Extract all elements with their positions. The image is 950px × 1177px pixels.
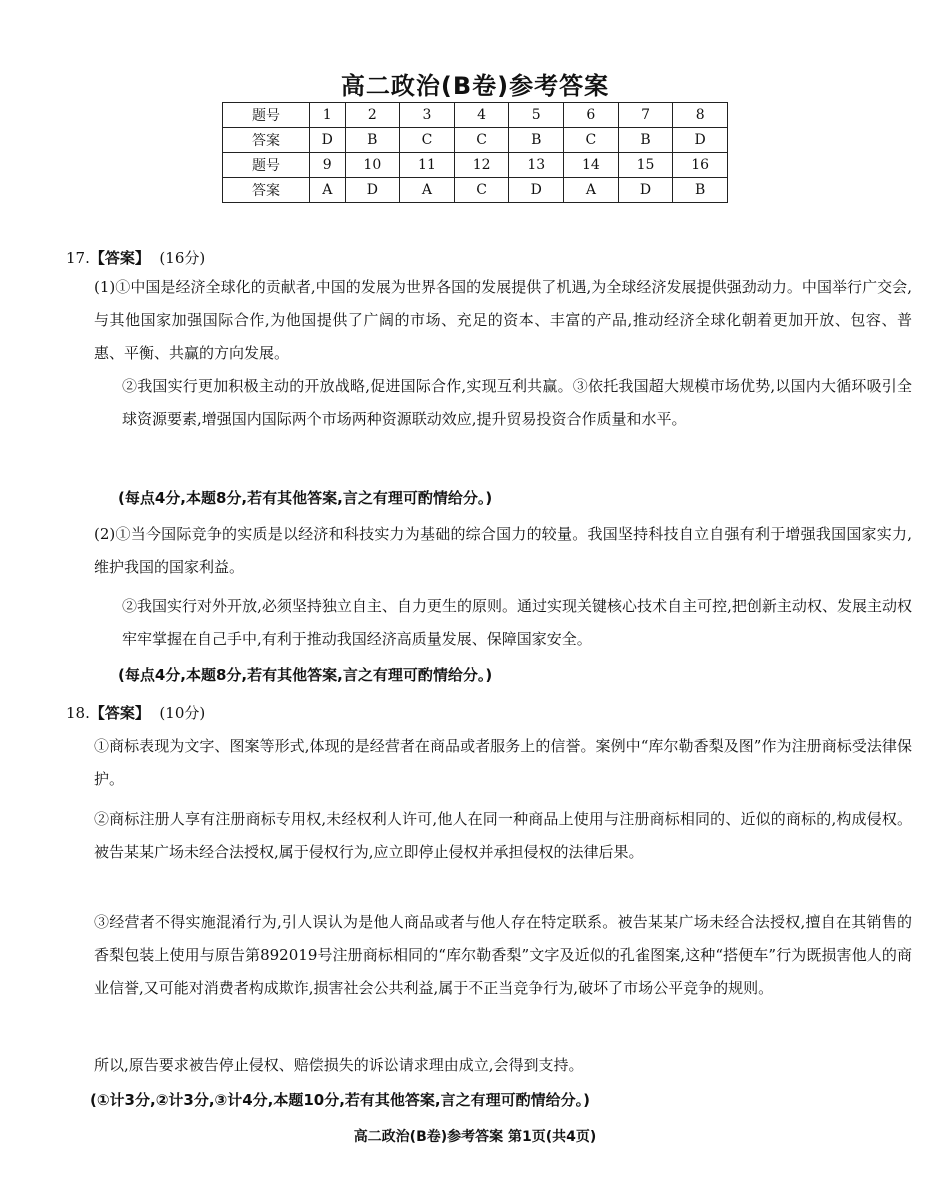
answer-table-cell: D [509,178,564,203]
q18-paragraph1: ①商标表现为文字、图案等形式,体现的是经营者在商品或者服务上的信誉。案例中“库尔勒香梨及图”作为注册商标受法律保护。 [94,737,912,788]
page-title: 高二政治(B卷)参考答案 [340,72,610,100]
answer-table-cell: 2 [345,103,400,128]
q17-part2-text1: (2)①当今国际竞争的实质是以经济和科技实力为基础的综合国力的较量。我国坚持科技自立自强有利于增强我国国家实力,维护我国的国家利益。 [94,525,912,576]
q17-number: 17. [66,249,90,267]
answer-table-cell: B [673,178,728,203]
answer-table-cell: 13 [509,153,564,178]
answer-table-row-label: 题号 [223,153,310,178]
q18-scoring-note: (①计3分,②计3分,③计4分,本题10分,若有其他答案,言之有理可酌情给分。) [90,1091,590,1109]
answer-table-cell: 4 [454,103,509,128]
answer-table-cell: C [454,178,509,203]
answer-table-cell: 5 [509,103,564,128]
q18-paragraph4: 所以,原告要求被告停止侵权、赔偿损失的诉讼请求理由成立,会得到支持。 [94,1056,584,1074]
q17-part2-scoring-note: (每点4分,本题8分,若有其他答案,言之有理可酌情给分。) [118,666,493,684]
q17-part2-paragraph1 [94,518,912,584]
q17-part1-text1: (1)①中国是经济全球化的贡献者,中国的发展为世界各国的发展提供了机遇,为全球经济发展提供强劲动力。中国举行广交会,与其他国家加强国际合作,为他国提供了广阔的市场、充足的资本、丰富的产品,推动经济全球化朝着更加开放、包容、普惠、平衡、共赢的方向发展。 [94,278,912,362]
answer-table-cell: 7 [618,103,673,128]
answer-table-cell: 14 [564,153,619,178]
answer-table-cell: D [673,128,728,153]
q17-part1-scoring-note: (每点4分,本题8分,若有其他答案,言之有理可酌情给分。) [118,489,493,507]
q17-part1-text2: ②我国实行更加积极主动的开放战略,促进国际合作,实现互利共赢。③依托我国超大规模市场优势,以国内大循环吸引全球资源要素,增强国内国际两个市场两种资源联动效应,提升贸易投资合作质量和水平。 [122,377,912,428]
q18-score: (10分) [159,704,206,722]
q17-header [66,246,205,270]
answer-table-cell: B [618,128,673,153]
q18-header [66,701,205,725]
answer-table-cell: 1 [310,103,346,128]
answer-table-cell: 16 [673,153,728,178]
answer-table-cell: 6 [564,103,619,128]
answer-table-cell: C [454,128,509,153]
q18-paragraph2: ②商标注册人享有注册商标专用权,未经权利人许可,他人在同一种商品上使用与注册商标相同的、近似的商标的,构成侵权。被告某某广场未经合法授权,属于侵权行为,应立即停止侵权并承担侵权的法律后果。 [94,810,912,861]
answer-table-row [223,153,728,178]
answer-table-cell: B [345,128,400,153]
answer-table-cell: D [310,128,346,153]
answer-table-row-label: 答案 [223,128,310,153]
answer-table-row-label: 题号 [223,103,310,128]
answer-table-cell: 11 [400,153,455,178]
answer-table-body [223,103,728,203]
q17-part1-paragraph2 [122,370,912,436]
answer-table-row-label: 答案 [223,178,310,203]
answer-table-cell: A [310,178,346,203]
q17-part2-text2: ②我国实行对外开放,必须坚持独立自主、自力更生的原则。通过实现关键核心技术自主可控,把创新主动权、发展主动权牢牢掌握在自己手中,有利于推动我国经济高质量发展、保障国家安全。 [122,597,912,648]
answer-table-cell: A [564,178,619,203]
page-footer: 高二政治(B卷)参考答案 第1页(共4页) [353,1129,597,1145]
answer-table [222,102,728,203]
answer-table-cell: D [618,178,673,203]
answer-table-cell: 15 [618,153,673,178]
answer-table-cell: 12 [454,153,509,178]
q17-score: (16分) [159,249,206,267]
answer-table-cell: 3 [400,103,455,128]
answer-table-cell: 9 [310,153,346,178]
answer-table-cell: C [400,128,455,153]
answer-table-cell: A [400,178,455,203]
q18-paragraph3: ③经营者不得实施混淆行为,引人误认为是他人商品或者与他人存在特定联系。被告某某广场未经合法授权,擅自在其销售的香梨包装上使用与原告第892019号注册商标相同的“库尔勒香梨”文字及近似的孔雀图案,这种“搭便车”行为既损害他人的商业信誉,又可能对消费者构成欺诈,损害社会公共利益,属于不正当竞争行为,破坏了市场公平竞争的规则。 [94,913,912,997]
answer-table-cell: B [509,128,564,153]
answer-table-cell: C [564,128,619,153]
q18-number: 18. [66,704,90,722]
answer-table-row [223,178,728,203]
answer-table-row [223,128,728,153]
q17-part1-paragraph1 [94,271,912,370]
answer-table-cell: 8 [673,103,728,128]
q17-part2-paragraph2 [122,590,912,656]
q18-answer-tag: 【答案】 [89,704,150,722]
answer-table-row [223,103,728,128]
q17-answer-tag: 【答案】 [89,249,150,267]
answer-table-cell: 10 [345,153,400,178]
answer-table-cell: D [345,178,400,203]
